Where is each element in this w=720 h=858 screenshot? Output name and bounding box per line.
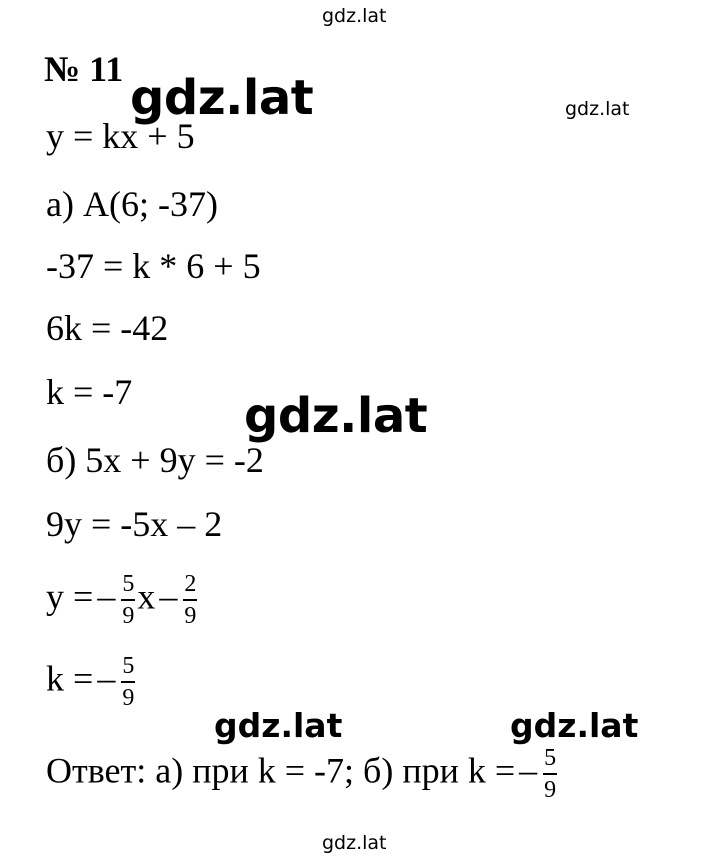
minus-sign: – (519, 750, 538, 791)
fraction-denominator: 9 (122, 603, 135, 629)
fraction-numerator: 5 (543, 746, 557, 775)
fraction (543, 746, 557, 802)
watermark-top: gdz.lat (322, 5, 387, 27)
fraction-denominator: 9 (184, 603, 197, 629)
step-b2-line (46, 572, 199, 628)
result-a-line: k = -7 (46, 372, 133, 412)
part-b-line: б) 5x + 9y = -2 (46, 440, 264, 480)
watermark-bottom: gdz.lat (322, 832, 387, 854)
watermark-near-heading: gdz.lat (130, 70, 314, 126)
result-b-line (46, 654, 137, 710)
answer-text: Ответ: а) при k = -7; б) при k = (46, 750, 516, 791)
minus-sign: – (97, 576, 116, 617)
variable-x: x (137, 576, 156, 617)
fraction-numerator: 2 (183, 572, 197, 601)
fraction-numerator: 5 (121, 654, 135, 683)
answer-line (46, 746, 559, 802)
step-a2-line: 6k = -42 (46, 308, 169, 348)
formula-line: y = kx + 5 (46, 116, 195, 156)
fraction-numerator: 5 (121, 572, 135, 601)
step-b1-line: 9y = -5x – 2 (46, 504, 223, 544)
watermark-lower-right: gdz.lat (510, 706, 639, 745)
problem-number: № 11 (44, 49, 124, 89)
fraction (121, 654, 135, 710)
watermark-lower-left: gdz.lat (214, 706, 343, 745)
fraction-denominator: 9 (122, 685, 135, 711)
step-b2-lhs: y = (46, 576, 94, 617)
fraction (121, 572, 135, 628)
watermark-right-small: gdz.lat (565, 98, 630, 120)
minus-sign: – (97, 658, 116, 699)
fraction-denominator: 9 (544, 777, 557, 803)
fraction (183, 572, 197, 628)
watermark-center: gdz.lat (244, 388, 428, 444)
minus-sign: – (159, 576, 178, 617)
part-a-line: а) A(6; -37) (46, 184, 218, 224)
result-b-lhs: k = (46, 658, 94, 699)
step-a1-line: -37 = k * 6 + 5 (46, 246, 261, 286)
